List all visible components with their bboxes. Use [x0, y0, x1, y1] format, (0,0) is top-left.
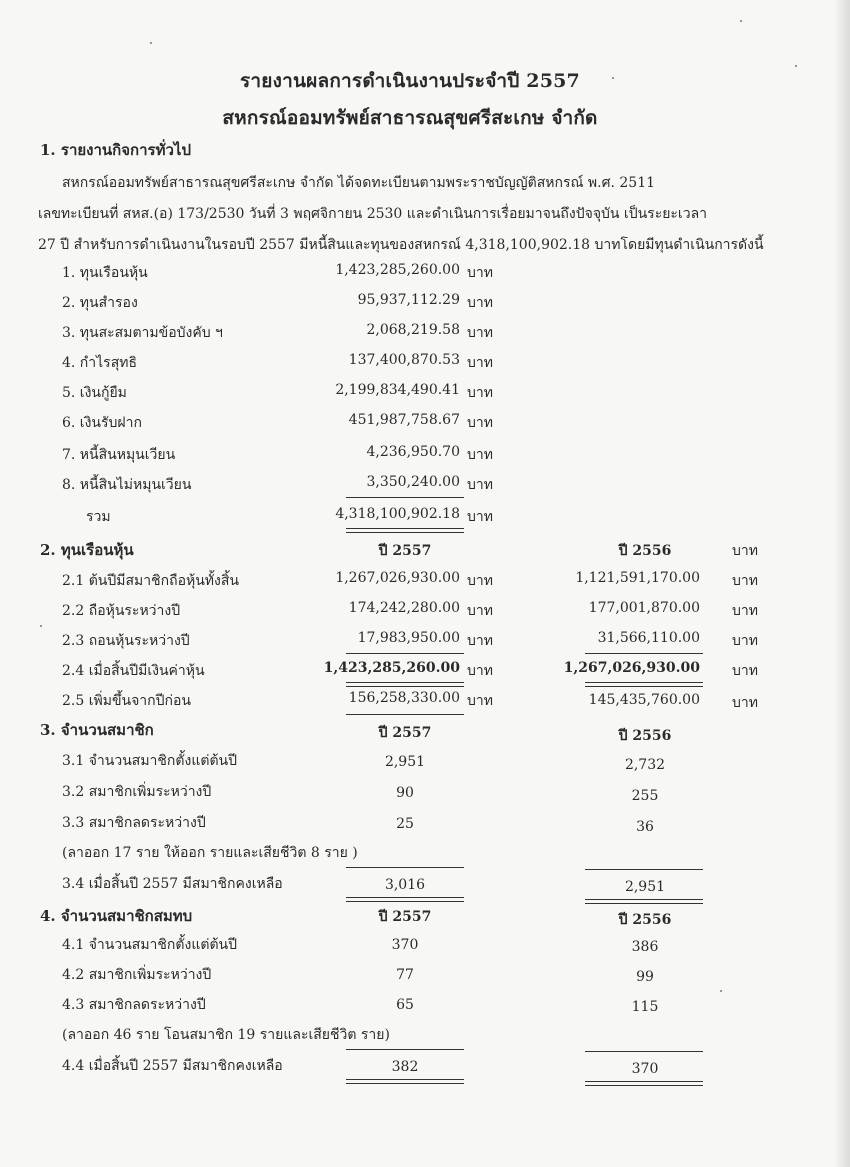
capital-item-unit: บาท	[467, 415, 493, 431]
scan-speck	[150, 42, 152, 44]
assoc-member-2556-rule	[585, 1051, 703, 1052]
shares-2557-unit: บาท	[467, 663, 493, 679]
capital-item-label: 8. หนี้สินไม่หมุนเวียน	[62, 477, 192, 493]
member-2556-rule	[585, 869, 703, 870]
shares-2556-unit: บาท	[732, 633, 758, 649]
capital-item-value: 1,423,285,260.00	[335, 262, 460, 278]
assoc-member-2556-double-rule	[585, 1081, 703, 1086]
shares-2556-value: 31,566,110.00	[597, 630, 700, 646]
shares-2557-rule	[346, 653, 464, 654]
capital-item-unit: บาท	[467, 355, 493, 371]
assoc-member-2557-rule	[346, 1049, 464, 1050]
assoc-member-2557-value: 77	[396, 967, 414, 983]
capital-item-value: 137,400,870.53	[348, 352, 460, 368]
assoc-member-row-label: 4.3 สมาชิกลดระหว่างปี	[62, 997, 206, 1013]
capital-item-unit: บาท	[467, 477, 493, 493]
capital-item-value: 4,236,950.70	[366, 444, 460, 460]
section-2-heading: 2. ทุนเรือนหุ้น	[40, 541, 134, 559]
shares-2557-unit: บาท	[467, 603, 493, 619]
shares-row-label: 2.3 ถอนหุ้นระหว่างปี	[62, 633, 190, 649]
subtotal-rule	[346, 497, 464, 498]
report-title: รายงานผลการดำเนินงานประจำปี 2557	[240, 70, 580, 92]
capital-item-label: 4. กำไรสุทธิ	[62, 355, 138, 371]
member-note: (ลาออก 17 ราย ให้ออก รายและเสียชีวิต 8 ราย )	[62, 845, 358, 861]
capital-item-value: 3,350,240.00	[366, 474, 460, 490]
assoc-member-2556-value: 99	[636, 969, 654, 985]
member-2557-double-rule	[346, 897, 464, 902]
shares-row-label: 2.2 ถือหุ้นระหว่างปี	[62, 603, 181, 619]
assoc-member-2556-value: 386	[631, 939, 659, 955]
shares-2556-value: 177,001,870.00	[588, 600, 700, 616]
capital-item-label: 6. เงินรับฝาก	[62, 415, 142, 431]
col-header-2556: ปี 2556	[618, 912, 672, 928]
assoc-member-2556-value: 115	[631, 999, 659, 1015]
capital-item-value: 451,987,758.67	[348, 412, 460, 428]
capital-item-unit: บาท	[467, 265, 493, 281]
member-2556-value: 255	[631, 788, 659, 804]
total-label: รวม	[86, 509, 111, 525]
scan-speck	[40, 625, 42, 627]
shares-2557-value: 17,983,950.00	[357, 630, 460, 646]
assoc-member-row-label: 4.1 จำนวนสมาชิกตั้งแต่ต้นปี	[62, 937, 237, 953]
member-2557-value: 2,951	[384, 754, 426, 770]
member-row-label: 3.3 สมาชิกลดระหว่างปี	[62, 815, 206, 831]
total-value: 4,318,100,902.18	[335, 506, 460, 522]
shares-2556-value: 1,121,591,170.00	[575, 570, 700, 586]
member-2557-value: 25	[396, 816, 414, 832]
capital-item-unit: บาท	[467, 447, 493, 463]
shares-2557-unit: บาท	[467, 633, 493, 649]
member-2556-double-rule	[585, 899, 703, 904]
member-end-label: 3.4 เมื่อสิ้นปี 2557 มีสมาชิกคงเหลือ	[62, 876, 283, 892]
assoc-member-2557-value: 370	[391, 937, 419, 953]
section-1-para-line-3: 27 ปี สำหรับการดำเนินงานในรอบปี 2557 มีหนี้สินและทุนของสหกรณ์ 4,318,100,902.18 บาทโดยมีทุนดำเนินการดังนี้	[38, 237, 764, 253]
scan-speck	[612, 77, 614, 79]
capital-item-unit: บาท	[467, 385, 493, 401]
scan-edge-shadow	[834, 0, 850, 1167]
total-unit: บาท	[467, 509, 493, 525]
assoc-member-2557-value: 65	[396, 997, 414, 1013]
assoc-member-end-label: 4.4 เมื่อสิ้นปี 2557 มีสมาชิกคงเหลือ	[62, 1058, 283, 1074]
shares-row-label: 2.4 เมื่อสิ้นปีมีเงินค่าหุ้น	[62, 663, 205, 679]
section-1-para-line-1: สหกรณ์ออมทรัพย์สาธารณสุขศรีสะเกษ จำกัด ได้จดทะเบียนตามพระราชบัญญัติสหกรณ์ พ.ศ. 2511	[62, 175, 656, 191]
shares-2556-double-rule	[585, 682, 703, 687]
member-2557-value: 90	[396, 785, 414, 801]
shares-2556-unit: บาท	[732, 573, 758, 589]
shares-row-label: 2.1 ต้นปีมีสมาชิกถือหุ้นทั้งสิ้น	[62, 573, 239, 589]
shares-2557-value: 1,267,026,930.00	[335, 570, 460, 586]
growth-2557-rule	[346, 714, 464, 715]
capital-item-label: 2. ทุนสำรอง	[62, 295, 138, 311]
shares-2557-unit: บาท	[467, 573, 493, 589]
shares-2556-value: 1,267,026,930.00	[563, 660, 700, 676]
member-2556-value: 36	[636, 819, 654, 835]
assoc-member-end-2557-value: 382	[391, 1059, 419, 1075]
member-end-2557-value: 3,016	[384, 877, 426, 893]
assoc-member-note: (ลาออก 46 ราย โอนสมาชิก 19 รายและเสียชีวิต ราย)	[62, 1027, 390, 1043]
shares-2557-value: 1,423,285,260.00	[323, 660, 460, 676]
shares-2557-value: 174,242,280.00	[348, 600, 460, 616]
member-end-2556-value: 2,951	[624, 879, 666, 895]
member-2557-rule	[346, 867, 464, 868]
section-1-heading: 1. รายงานกิจการทั่วไป	[40, 141, 191, 159]
shares-2556-unit: บาท	[732, 695, 758, 711]
capital-item-value: 2,068,219.58	[366, 322, 460, 338]
shares-row-label: 2.5 เพิ่มขึ้นจากปีก่อน	[62, 693, 191, 709]
total-double-rule	[346, 528, 464, 533]
scan-speck	[720, 990, 722, 992]
col-header-2557: ปี 2557	[378, 909, 432, 925]
col-header-unit: บาท	[732, 543, 758, 559]
capital-item-value: 95,937,112.29	[357, 292, 460, 308]
shares-2556-unit: บาท	[732, 663, 758, 679]
col-header-2557: ปี 2557	[378, 543, 432, 559]
assoc-member-row-label: 4.2 สมาชิกเพิ่มระหว่างปี	[62, 967, 212, 983]
capital-item-unit: บาท	[467, 325, 493, 341]
capital-item-unit: บาท	[467, 295, 493, 311]
assoc-member-end-2556-value: 370	[631, 1061, 659, 1077]
capital-item-label: 3. ทุนสะสมตามข้อบังคับ ฯ	[62, 325, 223, 341]
capital-item-label: 1. ทุนเรือนหุ้น	[62, 265, 148, 281]
col-header-2556: ปี 2556	[618, 728, 672, 744]
shares-2556-unit: บาท	[732, 603, 758, 619]
cooperative-name: สหกรณ์ออมทรัพย์สาธารณสุขศรีสะเกษ จำกัด	[222, 107, 598, 129]
member-row-label: 3.1 จำนวนสมาชิกตั้งแต่ต้นปี	[62, 753, 237, 769]
shares-2557-unit: บาท	[467, 693, 493, 709]
capital-item-label: 7. หนี้สินหมุนเวียน	[62, 447, 176, 463]
col-header-2557: ปี 2557	[378, 725, 432, 741]
shares-2556-rule	[585, 653, 703, 654]
capital-item-label: 5. เงินกู้ยืม	[62, 385, 127, 401]
col-header-2556: ปี 2556	[618, 543, 672, 559]
capital-item-value: 2,199,834,490.41	[335, 382, 460, 398]
shares-2557-double-rule	[346, 682, 464, 687]
scan-speck	[740, 20, 742, 22]
section-3-heading: 3. จำนวนสมาชิก	[40, 721, 154, 739]
section-4-heading: 4. จำนวนสมาชิกสมทบ	[40, 907, 193, 925]
shares-2556-value: 145,435,760.00	[588, 692, 700, 708]
scan-speck	[795, 65, 797, 67]
member-2556-value: 2,732	[624, 757, 666, 773]
member-row-label: 3.2 สมาชิกเพิ่มระหว่างปี	[62, 784, 212, 800]
assoc-member-2557-double-rule	[346, 1079, 464, 1084]
section-1-para-line-2: เลขทะเบียนที่ สหส.(อ) 173/2530 วันที่ 3 พฤศจิกายน 2530 และดำเนินการเรื่อยมาจนถึงปัจจุบัน เป็นระยะเวลา	[38, 206, 708, 222]
shares-2557-value: 156,258,330.00	[348, 690, 460, 706]
